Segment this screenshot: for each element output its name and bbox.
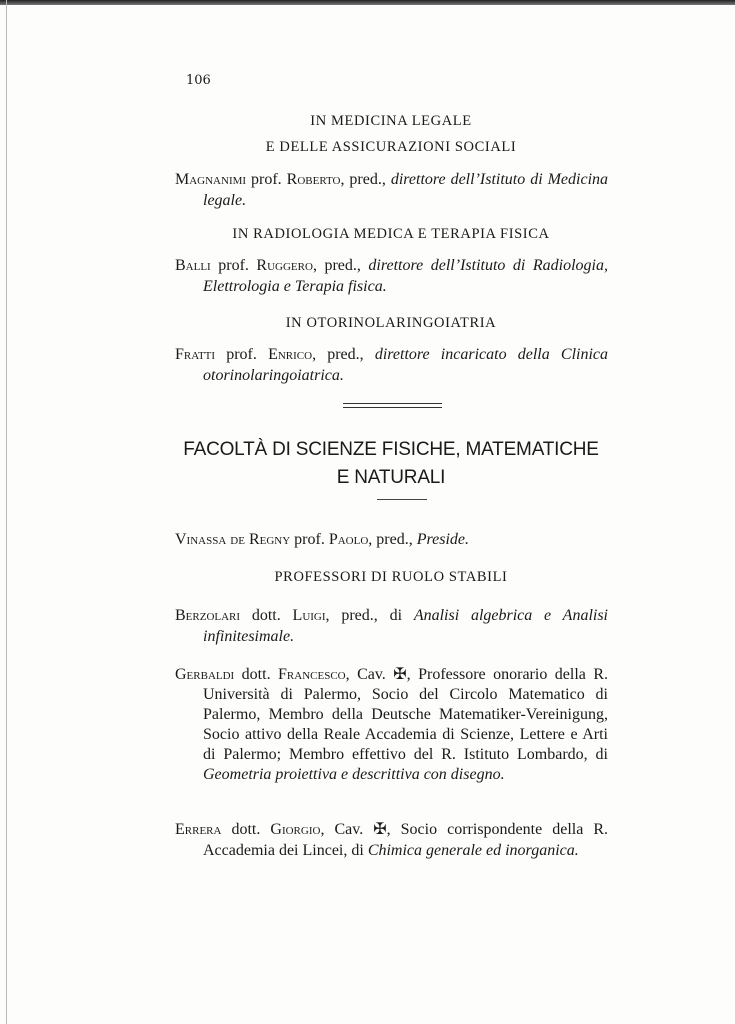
first-name: Giorgio [270,821,321,838]
surname: Gerbaldi [175,666,235,683]
first-name: Ruggero [256,257,313,274]
scan-edge [0,0,735,5]
entry-fratti [175,344,608,386]
text: , Cav. ✠, Socio corrispondente della R. Accademia dei Lincei, di [203,821,608,859]
text: dott. [221,821,271,838]
page-number: 106 [186,73,211,88]
text: , pred., [340,171,391,188]
text: dott. [234,666,279,683]
role: Preside. [416,531,469,548]
text: , Cav. ✠, Professore onorario della R. Università di Palermo, Socio del Circolo Matematico di Palermo, Membro della Deutsche Matematiker-Vereinigung, Socio attivo della Reale Accademia di Scienze, Lettere e Arti di Palermo; Membro effettivo del R. Istituto Lombardo, di [203,666,608,763]
text: prof. [290,531,329,548]
text: , pred., [368,531,417,548]
faculty-title: FACOLTÀ DI SCIENZE FISICHE, MATEMATICHE [183,439,599,460]
entry-errera [175,819,608,861]
entry-balli [175,255,608,297]
surname: Berzolari [175,607,241,624]
surname: Errera [175,821,222,838]
section-heading: PROFESSORI DI RUOLO STABILI [274,569,508,585]
scan-border [6,0,7,1024]
entry-magnanimi [175,169,608,211]
surname: Balli [175,257,211,274]
surname: Vinassa de Regny [175,531,291,548]
first-name: Enrico [268,346,313,363]
role: direttore dell’Istituto di Medicina legale. [203,171,609,209]
text: , pred., [312,257,369,274]
text: , pred., [312,346,375,363]
role: direttore incaricato della Clinica otorinolaringoiatrica. [203,346,609,384]
role: direttore dell’Istituto di Radiologia, Elettrologia e Terapia fisica. [203,257,609,295]
section-heading: E DELLE ASSICURAZIONI SOCIALI [265,139,517,155]
role: Geometria proiettiva e descrittiva con disegno. [203,766,505,783]
surname: Magnanimi [175,171,247,188]
rule-divider [377,499,427,500]
first-name: Roberto [286,171,341,188]
role: Analisi algebrica e Analisi infinitesimale. [203,607,609,645]
faculty-title: E NATURALI [336,467,446,488]
text: prof. [246,171,287,188]
role: Chimica generale ed inorganica. [367,842,579,859]
entry-dean [175,529,608,550]
section-heading: IN RADIOLOGIA MEDICA E TERAPIA FISICA [232,226,550,242]
double-rule-divider [343,403,442,408]
entry-berzolari [175,605,608,647]
section-heading: IN OTORINOLARINGOIATRIA [285,315,497,331]
first-name: Paolo [328,531,369,548]
first-name: Luigi [292,607,326,624]
text: prof. [210,257,257,274]
first-name: Francesco [278,666,346,683]
text: , pred., di [325,607,414,624]
text: prof. [215,346,269,363]
entry-gerbaldi [175,665,608,785]
text: dott. [240,607,293,624]
section-heading: IN MEDICINA LEGALE [310,113,472,129]
surname: Fratti [175,346,216,363]
